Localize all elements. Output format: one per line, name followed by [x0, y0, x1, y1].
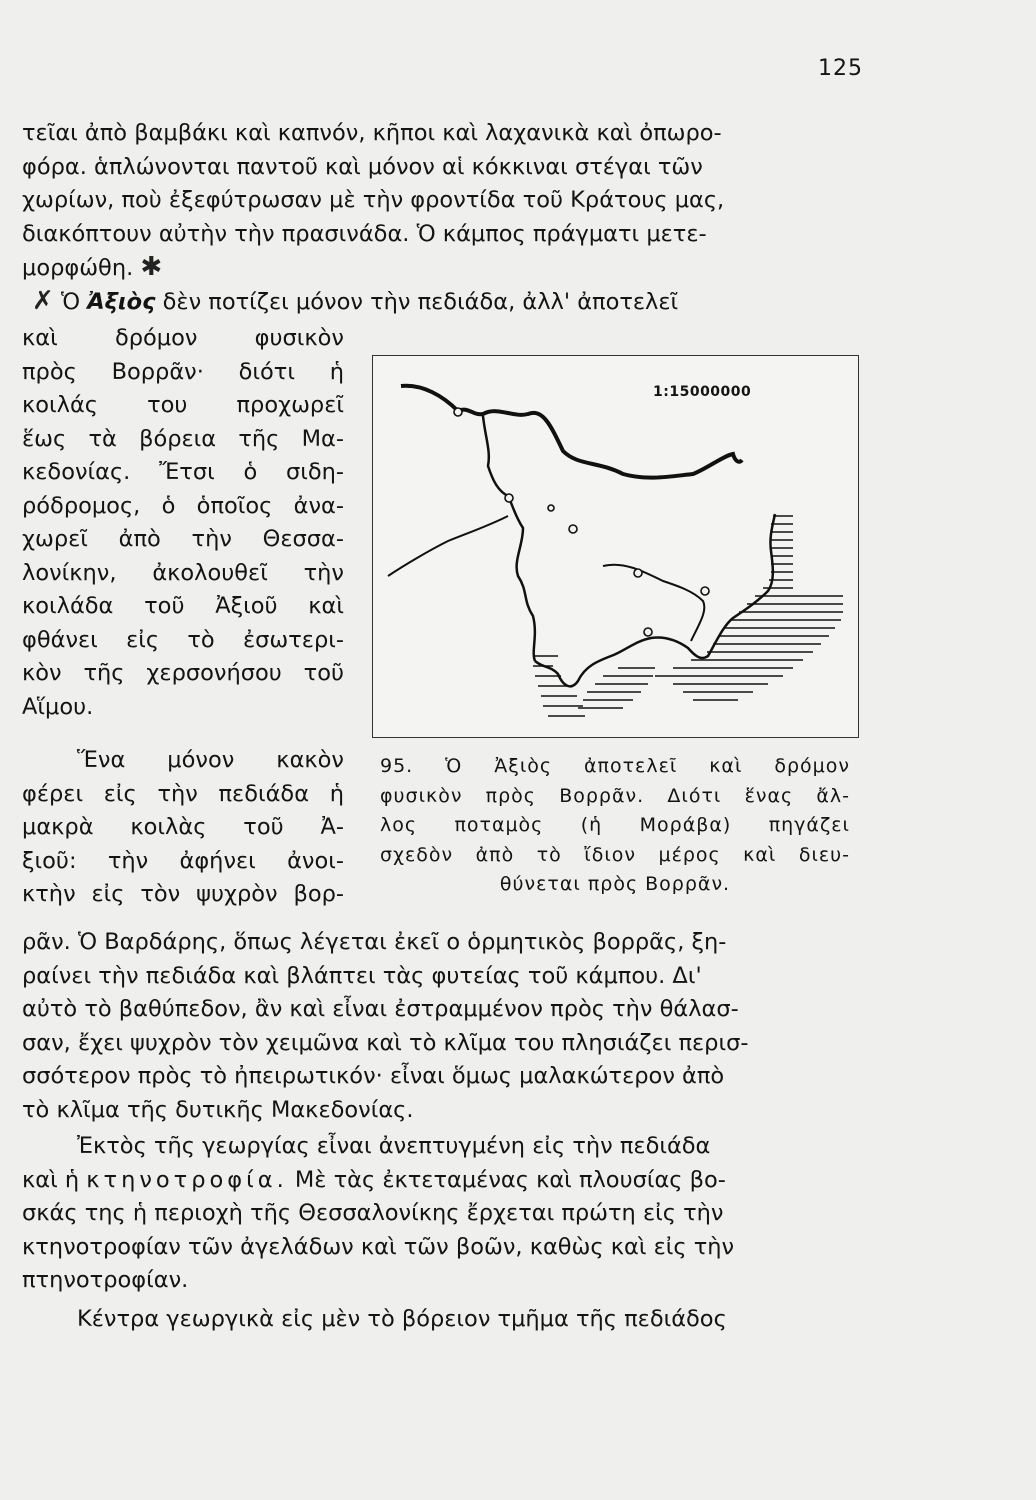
text-fragment: Ὁ	[60, 289, 81, 315]
text-line: μακρὰ κοιλὰς τοῦ Ἀ-	[22, 814, 344, 840]
axios-column	[22, 322, 344, 724]
axios-river	[483, 416, 535, 661]
text-line: ἕως τὰ βόρεια τῆς Μα-	[22, 425, 344, 452]
text-line: καὶ δρόμον φυσικὸν	[22, 325, 344, 351]
centers-paragraph	[22, 1303, 862, 1337]
text-line: σαν, ἔχει ψυχρὸν τὸν χειμῶνα καὶ τὸ κλῖμα του πλησιάζει περισ-	[22, 1029, 749, 1056]
text-line: κτὴν εἰς τὸν ψυχρὸν βορ-	[22, 881, 344, 907]
text-line: κὸν τῆς χερσονήσου τοῦ	[22, 660, 344, 686]
text-line: κεδονίας. Ἔτσι ὁ σιδη-	[22, 459, 344, 485]
text-line: χωρίων, ποὺ ἐξεφύτρωσαν μὲ τὴν φροντίδα τοῦ Κράτους μας,	[22, 187, 725, 213]
text-line	[22, 1164, 862, 1198]
sea-hatching	[533, 516, 843, 716]
text-line: διακόπτουν αὐτὴν τὴν πρασινάδα. Ὁ κάμπος πράγματι μετε-	[22, 220, 707, 247]
text-line: ρόδρομος, ὁ ὁποῖος ἀνα-	[22, 492, 344, 519]
text-line: ρᾶν. Ὁ Βαρδάρης, ὅπως λέγεται ἐκεῖ ο ὁρμητικὸς βορρᾶς, ξη-	[22, 929, 727, 955]
top-paragraph	[22, 117, 862, 286]
caption-line: λος ποταμὸς (ἡ Μοράβα) πηγάζει	[380, 814, 850, 836]
east-river	[603, 565, 704, 641]
text-line: πρὸς Βορρᾶν· διότι ἡ	[22, 358, 344, 385]
text-fragment: μορφώθη.	[22, 255, 134, 281]
text-line: σσότερον πρὸς τὸ ἠπειρωτικόν· εἶναι ὅμως μαλακώτερον ἀπὸ	[22, 1063, 725, 1089]
town-markers	[454, 408, 709, 636]
tributary-river	[388, 516, 508, 576]
text-line: τὸ κλῖμα τῆς δυτικῆς Μακεδονίας.	[22, 1096, 414, 1123]
text-line: λονίκην, ἀκολουθεῖ τὴν	[22, 559, 344, 586]
text-fragment: Μὲ τὰς ἐκτεταμένας καὶ πλουσίας βο-	[294, 1166, 726, 1193]
map-figure	[372, 355, 859, 738]
evil-column	[22, 744, 344, 912]
spaced-word-livestock: κτηνοτροφία.	[86, 1166, 288, 1193]
text-line: ραίνει τὴν πεδιάδα καὶ βλάπτει τὰς φυτείας τοῦ κάμπου. Δι'	[22, 962, 702, 989]
axios-map	[373, 356, 858, 737]
caption-line: θύνεται πρὸς Βορρᾶν.	[499, 873, 731, 895]
map-scale: 1:15000000	[653, 384, 752, 400]
text-line: κοιλάδα τοῦ Ἀξιοῦ καὶ	[22, 593, 344, 619]
page-number: 125	[818, 56, 863, 81]
climate-paragraph	[22, 926, 862, 1127]
axios-first-line	[22, 285, 862, 320]
livestock-paragraph	[22, 1130, 862, 1298]
text-line	[22, 285, 862, 320]
text-line: φθάνει εἰς τὸ ἐσωτερι-	[22, 626, 344, 653]
text-line: αὐτὸ τὸ βαθύπεδον, ἂν καὶ εἶναι ἐστραμμένον πρὸς τὴν θάλασ-	[22, 996, 739, 1022]
text-line: ξιοῦ: τὴν ἀφήνει ἀνοι-	[22, 847, 344, 874]
text-line: χωρεῖ ἀπὸ τὴν Θεσσα-	[22, 526, 344, 552]
figure-caption	[380, 752, 850, 900]
text-line: Κέντρα γεωργικὰ εἰς μὲν τὸ βόρειον τμῆμα τῆς πεδιάδος	[77, 1306, 727, 1332]
text-fragment: δὲν ποτίζει μόνον τὴν πεδιάδα, ἀλλ' ἀποτελεῖ	[162, 289, 679, 315]
caption-line: 95. Ὁ Ἀξιὸς ἀποτελεῖ καὶ δρόμον	[380, 755, 850, 777]
text-line: Αἵμου.	[22, 693, 94, 720]
text-fragment: καὶ ἡ	[22, 1166, 80, 1193]
handwritten-cross: ✗	[32, 286, 54, 316]
bold-word-axios: Ἀξιὸς	[87, 289, 156, 315]
caption-line: σχεδὸν ἀπὸ τὸ ἴδιον μέρος καὶ διευ-	[380, 843, 850, 866]
text-line: κτηνοτροφίαν τῶν ἀγελάδων καὶ τῶν βοῶν, καθὼς καὶ εἰς τὴν	[22, 1233, 735, 1260]
text-line: κοιλάς του προχωρεῖ	[22, 392, 344, 418]
text-line: σκάς της ἡ περιοχὴ τῆς Θεσσαλονίκης ἔρχεται πρώτη εἰς τὴν	[22, 1200, 724, 1226]
text-line: φόρα. ἁπλώνονται παντοῦ καὶ μόνον αἱ κόκκιναι στέγαι τῶν	[22, 153, 703, 180]
text-line: πτηνοτροφίαν.	[22, 1267, 189, 1293]
text-line: Ἐκτὸς τῆς γεωργίας εἶναι ἀνεπτυγμένη εἰς τὴν πεδιάδα	[77, 1133, 711, 1159]
text-line: τεῖαι ἀπὸ βαμβάκι καὶ καπνόν, κῆποι καὶ λαχανικὰ καὶ ὀπωρο-	[22, 120, 722, 146]
text-line: Ἕνα μόνον κακὸν	[77, 747, 344, 773]
text-line	[22, 251, 862, 286]
caption-line: φυσικὸν πρὸς Βορρᾶν. Διότι ἕνας ἄλ-	[380, 784, 850, 807]
text-line: φέρει εἰς τὴν πεδιάδα ἡ	[22, 780, 344, 807]
handwritten-asterisk: ✱	[140, 252, 163, 282]
